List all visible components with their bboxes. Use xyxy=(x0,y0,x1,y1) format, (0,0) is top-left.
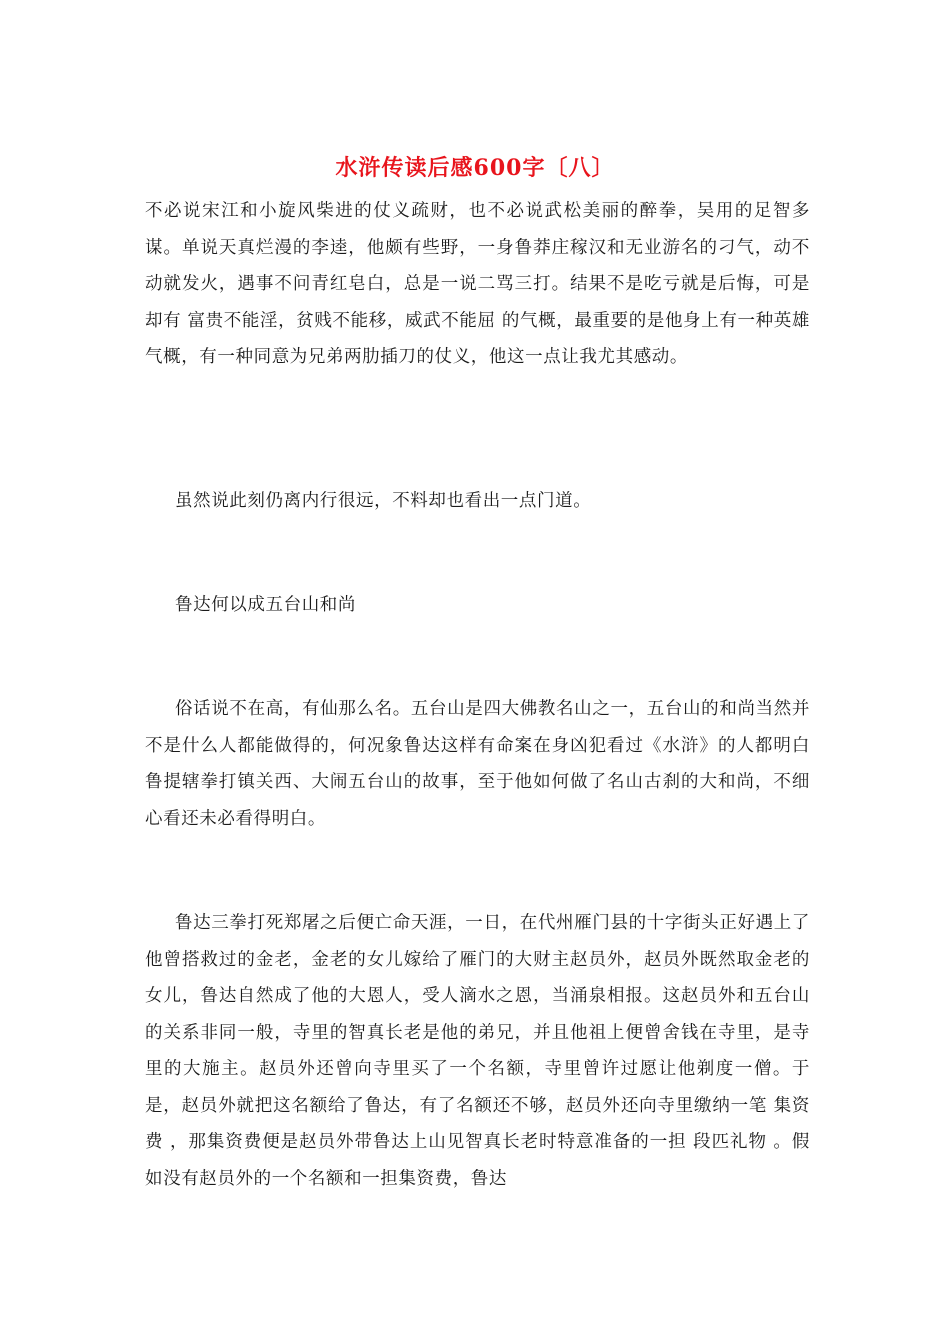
paragraph-3: 鲁达何以成五台山和尚 xyxy=(175,595,356,615)
paragraph-2: 虽然说此刻仍离内行很远，不料却也看出一点门道。 xyxy=(175,491,592,511)
paragraph-4: 俗话说不在高，有仙那么名。五台山是四大佛教名山之一，五台山的和尚当然并不是什么人都能做得的，何况象鲁达这样有命案在身凶犯看过《水浒》的人都明白鲁提辖拳打镇关西、大闹五台山的故事，至于他如何做了名山古刹的大和尚，不细心看还未必看得明白。 xyxy=(145,699,810,829)
paragraph-5: 鲁达三拳打死郑屠之后便亡命天涯，一日，在代州雁门县的十字街头正好遇上了他曾搭救过的金老，金老的女儿嫁给了雁门的大财主赵员外，赵员外既然取金老的女儿，鲁达自然成了他的大恩人，受人滴水之恩，当涌泉相报。这赵员外和五台山的关系非同一般，寺里的智真长老是他的弟兄，并且他祖上便曾舍钱在寺里，是寺里的大施主。赵员外还曾向寺里买了一个名额，寺里曾许过愿让他剃度一僧。于是，赵员外就把这名额给了鲁达，有了名额还不够，赵员外还向寺里缴纳一笔 集资费 ，那集资费便是赵员外带鲁达上山见智真长老时特意准备的一担 段匹礼物 。假如没有赵员外的一个名额和一担集资费，鲁达 xyxy=(145,913,810,1189)
paragraph-1: 不必说宋江和小旋风柴进的仗义疏财，也不必说武松美丽的醉拳，吴用的足智多谋。单说天真烂漫的李逵，他颇有些野，一身鲁莽庄稼汉和无业游名的刁气，动不动就发火，遇事不问青红皂白，总是一说二骂三打。结果不是吃亏就是后悔，可是却有 富贵不能淫，贫贱不能移，威武不能屈 的气概，最重要的是他身上有一种英雄气概，有一种同意为兄弟两肋插刀的仗义，他这一点让我尤其感动。 xyxy=(145,201,810,367)
document-title: 水浒传读后感600字〔八〕 xyxy=(335,155,615,181)
